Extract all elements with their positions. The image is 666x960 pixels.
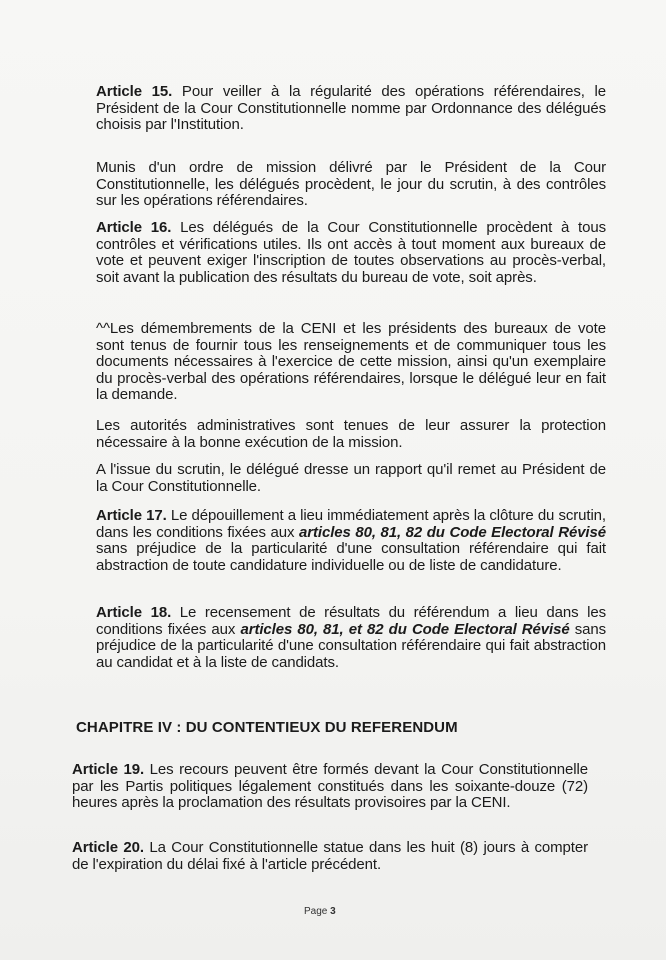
article-15 xyxy=(96,84,606,134)
article-18 xyxy=(96,605,606,671)
article-17-text-b: sans préjudice de la particularité d'une consultation référendaire qui fait abstraction de toute candidature individuelle ou de liste de candidature. xyxy=(96,540,606,574)
article-18-reference: articles 80, 81, et 82 du Code Electoral Révisé xyxy=(240,620,570,638)
article-19 xyxy=(72,762,588,812)
paragraph-autorites: Les autorités administratives sont tenues de leur assurer la protection nécessaire à la bonne exécution de la mission. xyxy=(96,417,606,451)
article-15-label: Article 15. xyxy=(96,83,173,100)
article-16-label: Article 16. xyxy=(96,219,172,236)
article-17 xyxy=(96,508,606,574)
page-number xyxy=(304,906,336,917)
paragraph-demembrements: ^^Les démembrements de la CENI et les présidents des bureaux de vote sont tenus de fournir tous les renseignements et de communiquer tous les documents nécessaires à l'exercice de cette mission, ainsi qu'un exemplaire du procès-verbal des opérations référendaires, lorsque le délégué leur en fait la demande. xyxy=(96,320,606,403)
article-17-reference: articles 80, 81, 82 du Code Electoral Révisé xyxy=(299,523,606,541)
article-19-text: Les recours peuvent être formés devant la Cour Constitutionnelle par les Partis politiques légalement constitués dans les soixante-douze (72) heures après la proclamation des résultats provisoires par la CENI. xyxy=(72,761,589,811)
article-16 xyxy=(96,220,606,286)
article-18-text-a: Le recensement de résultats du référendum a lieu dans les conditions fixées aux xyxy=(96,604,606,638)
article-18-text-b: sans préjudice de la particularité d'une consultation référendaire qui fait abstraction au candidat et à la liste de candidats. xyxy=(96,620,607,671)
article-20-text: La Cour Constitutionnelle statue dans les huit (8) jours à compter de l'expiration du délai fixé à l'article précédent. xyxy=(72,839,588,873)
article-16-text: Les délégués de la Cour Constitutionnelle procèdent à tous contrôles et vérifications utiles. Ils ont accès à tout moment aux bureaux de vote et peuvent exiger l'inscription de toutes observations au procès-verbal, soit avant la publication des résultats du bureau de vote, soit après. xyxy=(96,219,606,286)
paragraph-issue: A l'issue du scrutin, le délégué dresse un rapport qu'il remet au Président de la Cour Constitutionnelle. xyxy=(96,461,606,495)
article-17-label: Article 17. xyxy=(96,507,167,524)
article-18-label: Article 18. xyxy=(96,604,172,621)
article-20-label: Article 20. xyxy=(72,839,144,856)
page-number-value: 3 xyxy=(330,906,336,917)
article-20 xyxy=(72,840,588,873)
paragraph-munis: Munis d'un ordre de mission délivré par le Président de la Cour Constitutionnelle, les délégués procèdent, le jour du scrutin, à des contrôles sur les opérations référendaires. xyxy=(96,159,606,209)
article-15-text: Pour veiller à la régularité des opérations référendaires, le Président de la Cour Constitutionnelle nomme par Ordonnance des délégués choisis par l'Institution. xyxy=(96,83,606,133)
article-19-label: Article 19. xyxy=(72,761,145,778)
page-label: Page xyxy=(304,906,331,917)
article-17-text-a: Le dépouillement a lieu immédiatement après la clôture du scrutin, dans les conditions fixées aux xyxy=(96,507,606,541)
chapter-heading: CHAPITRE IV : DU CONTENTIEUX DU REFERENDUM xyxy=(76,719,458,736)
